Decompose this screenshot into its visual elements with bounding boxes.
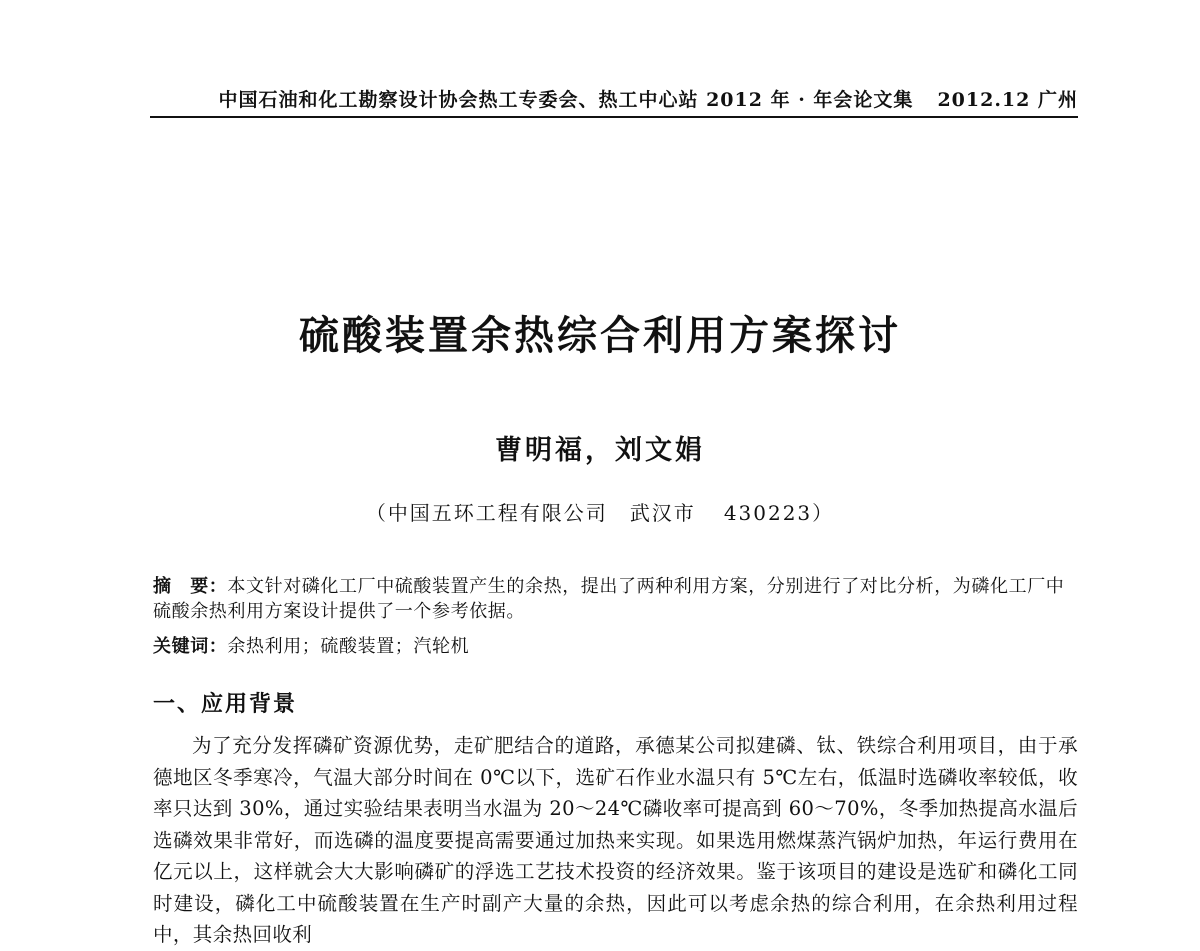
abstract: [153, 574, 1078, 624]
running-header: [150, 80, 1078, 118]
date-place: 2012.12 广州: [937, 88, 1078, 111]
abstract-label: 摘 要：: [153, 576, 228, 597]
affiliation-close-paren: ）: [812, 501, 835, 525]
paper-title: 硫酸装置余热综合利用方案探讨: [299, 313, 901, 359]
paper-authors: 曹明福，刘文娟: [495, 435, 705, 466]
affiliation-zip: 430223: [723, 501, 813, 525]
keywords-label: 关键词：: [153, 636, 228, 657]
affiliation-org: 中国五环工程有限公司: [387, 501, 608, 525]
keywords: [153, 632, 1078, 658]
abstract-text: 本文针对磷化工厂中硫酸装置产生的余热，提出了两种利用方案，分别进行了对比分析，为磷化工厂中硫酸余热利用方案设计提供了一个参考依据。: [153, 576, 1065, 622]
proceedings-title: 中国石油和化工勘察设计协会热工专委会、热工中心站 2012 年 · 年会论文集: [218, 88, 914, 111]
affiliation: [0, 497, 1200, 526]
keywords-text: 余热利用；硫酸装置；汽轮机: [227, 636, 470, 657]
body-paragraph: 为了充分发挥磷矿资源优势，走矿肥结合的道路，承德某公司拟建磷、钛、铁综合利用项目，由于承德地区冬季寒冷，气温大部分时间在 0℃以下，选矿石作业水温只有 5℃左右，低温时选磷收率较低，收率只达到 30%，通过实验结果表明当水温为 20～24℃磷收率可提高到 60～70%，冬季加热提高水温后选磷效果非常好，而选磷的温度要提高需要通过加热来实现。如果选用燃煤蒸汽锅炉加热，年运行费用在亿元以上，这样就会大大影响磷矿的浮选工艺技术投资的经济效果。鉴于该项目的建设是选矿和磷化工同时建设，磷化工中硫酸装置在生产时副产大量的余热，因此可以考虑余热的综合利用，在余热利用过程中，其余热回收利: [153, 734, 1078, 946]
affiliation-city: 武汉市: [629, 501, 696, 525]
affiliation-open-paren: （: [365, 501, 388, 525]
section-heading: 一、应用背景: [153, 692, 298, 717]
